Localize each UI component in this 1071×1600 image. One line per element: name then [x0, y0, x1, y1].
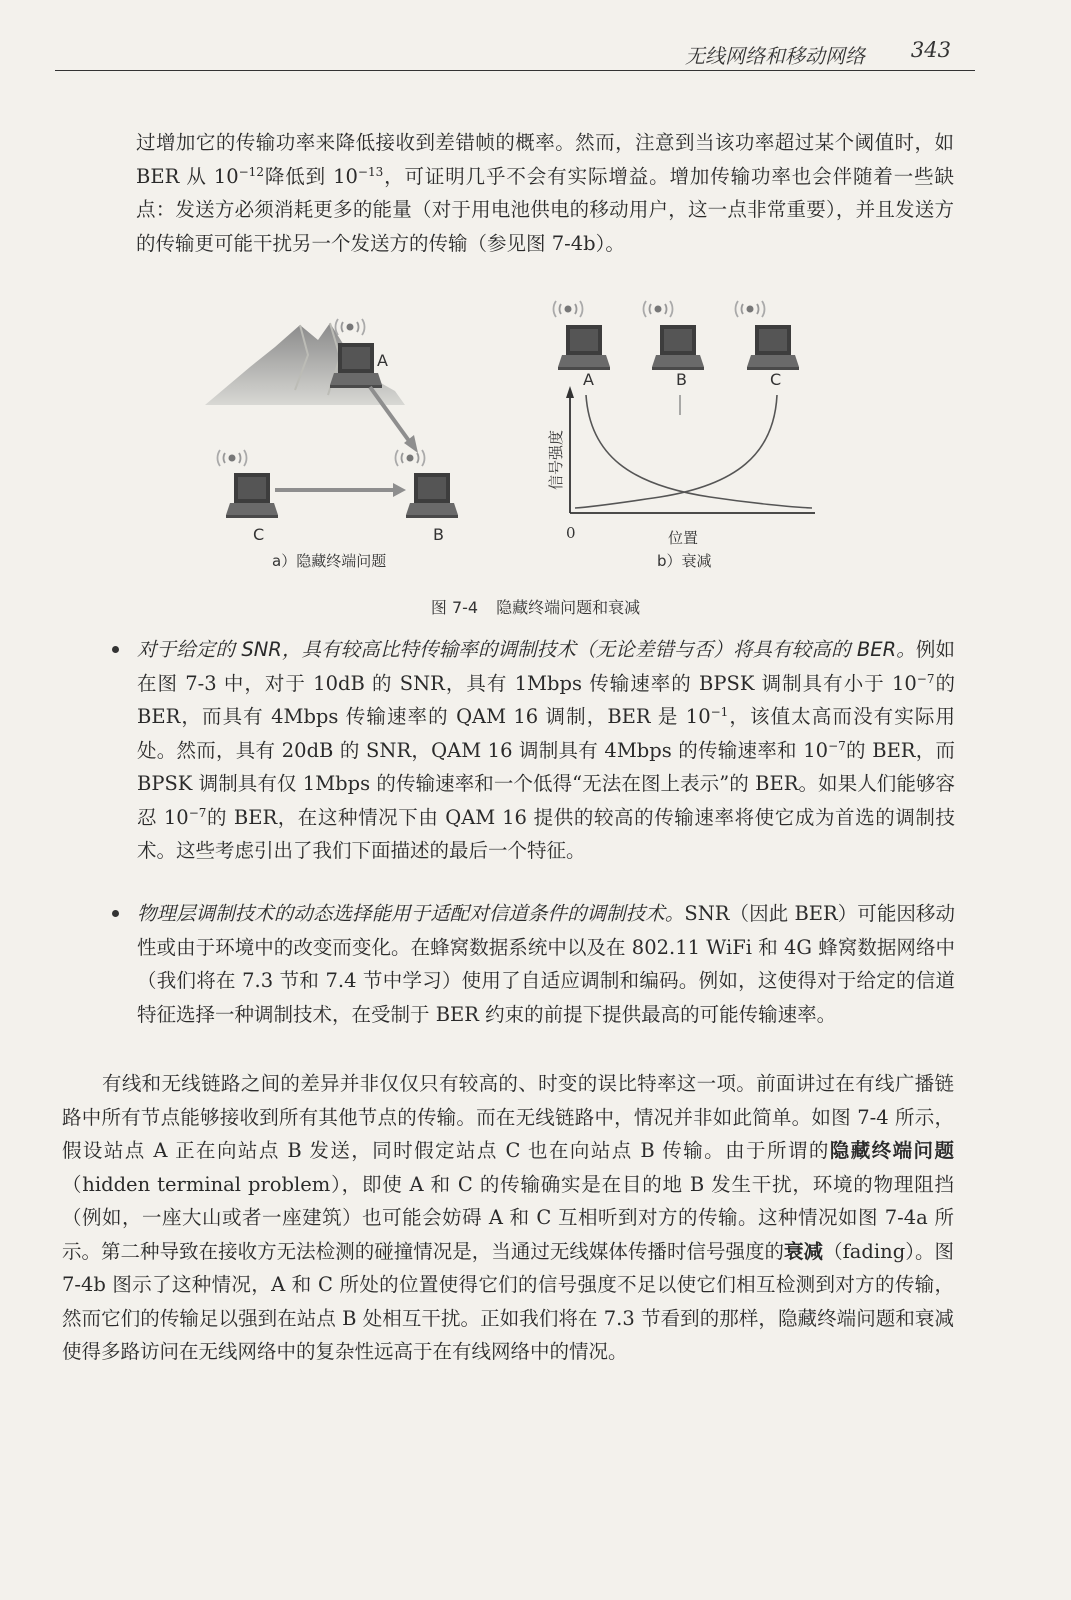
figure-caption [0, 595, 1071, 618]
laptop-b-icon-b [643, 301, 704, 370]
panel-a-caption: a）隐藏终端问题 [272, 552, 387, 570]
label-b-b: B [676, 370, 687, 389]
bullet-list [105, 633, 955, 868]
label-c: C [253, 525, 265, 544]
term-fading: 衰减 [784, 1239, 824, 1263]
superscript: −13 [357, 164, 384, 179]
term-hidden-terminal: 隐藏终端问题 [829, 1139, 954, 1162]
y-axis-label: 信号强度 [547, 429, 565, 490]
x-axis-label: 位置 [668, 529, 699, 547]
bullet-lead: 物理层调制技术的动态选择能用于适配对信道条件的调制技术。 [137, 902, 685, 925]
paragraph-transmission-power: 过增加它的传输功率来降低接收到差错帧的概率。然而，注意到当该功率超过某个阈值时，如 BER 从 $10^{-12}$降低到 $10^{-13}$，可证明几乎不会有实际增益。增加传输功率也会伴随着一些缺点：发送方必须消耗更多的能量（对于用电池供电的移动用户，这一点非常重要），并且发送方的传输更可能干扰另一个发送方的传输（参见图 7-4b）。 [136, 131, 954, 255]
signal-curve-a [586, 395, 812, 508]
bullet-lead: 对于给定的 SNR，具有较高比特传输率的调制技术（无论差错与否）将具有较高的 BER。 [137, 638, 916, 661]
bullet-item-adaptive-modulation: 物理层调制技术的动态选择能用于适配对信道条件的调制技术。SNR（因此 BER）可能因移动性或由于环境中的改变而变化。在蜂窝数据系统中以及在 802.11 WiFi 和 4G 蜂窝数据网络中（我们将在 7.3 节和 7.4 节中学习）使用了自适应调制和编码。例如，这使得对于给定的信道特征选择一种调制技术，在受制于 BER 约束的前提下提供最高的可能传输速率。 [105, 897, 955, 1031]
figure-7-4 [190, 295, 820, 625]
bullet-list-2 [105, 897, 955, 1031]
laptop-b-icon [395, 450, 458, 518]
laptop-c-icon [217, 450, 278, 518]
label-c-b: C [770, 370, 782, 389]
page-number: 343 [910, 38, 951, 62]
label-a: A [377, 351, 388, 370]
laptop-a-icon-b [553, 301, 610, 370]
figure-number: 图 7-4 [430, 598, 479, 617]
bullet-item-snr: 对于给定的 SNR，具有较高比特传输率的调制技术（无论差错与否）将具有较高的 BER。例如在图 7-3 中，对于 10dB 的 SNR，具有 1Mbps 传输速率的 BPSK 调制具有小于 $10^{-7}$的 BER，而具有 4Mbps 传输速率的 QAM 16 调制，BER 是 $10^{-1}$，该值太高而没有实际用处。然而，具有 20dB 的 SNR，QAM 16 调制具有 4Mbps 的传输速率和 $10^{-7}$的 BER，而 BPSK 调制具有仅 1Mbps 的传输速率和一个低得“无法在图上表示”的 BER。如果人们能够容忍 $10^{-7}$的 BER，在这种情况下由 QAM 16 提供的较高的传输速率将使它成为首选的调制技术。这些考虑引出了我们下面描述的最后一个特征。 [105, 633, 955, 868]
chapter-title: 无线网络和移动网络 [685, 44, 865, 68]
figure-caption-text: 隐藏终端问题和衰减 [496, 598, 641, 617]
label-a-b: A [583, 370, 594, 389]
label-b: B [433, 525, 444, 544]
running-header [55, 36, 975, 71]
origin-label: 0 [566, 524, 576, 542]
superscript: −12 [238, 164, 264, 179]
paragraph-hidden-terminal: 有线和无线链路之间的差异并非仅仅只有较高的、时变的误比特率这一项。前面讲过在有线广播链路中所有节点能够接收到所有其他节点的传输。而在无线链路中，情况并非如此简单。如图 7-4 所示，假设站点 A 正在向站点 B 发送，同时假定站点 C 也在向站点 B 传输。由于所谓的隐藏终端问题（hidden terminal problem），即使 A 和 C 的传输确实是在目的地 B 发生干扰，环境的物理阻挡（例如，一座大山或者一座建筑）也可能会妨碍 A 和 C 互相听到对方的传输。这种情况如图 7-4a 所示。第二种导致在接收方无法检测的碰撞情况是，当通过无线媒体传播时信号强度的衰减（fading）。图 7-4b 图示了这种情况，A 和 C 所处的位置使得它们的信号强度不足以使它们相互检测到对方的传输，然而它们的传输足以强到在站点 B 处相互干扰。正如我们将在 7.3 节看到的那样，隐藏终端问题和衰减使得多路访问在无线网络中的复杂性远高于在有线网络中的情况。 [62, 1072, 954, 1363]
panel-b-caption: b）衰减 [657, 552, 712, 570]
laptop-c-icon-b [735, 301, 799, 370]
signal-curve-c [575, 395, 777, 508]
